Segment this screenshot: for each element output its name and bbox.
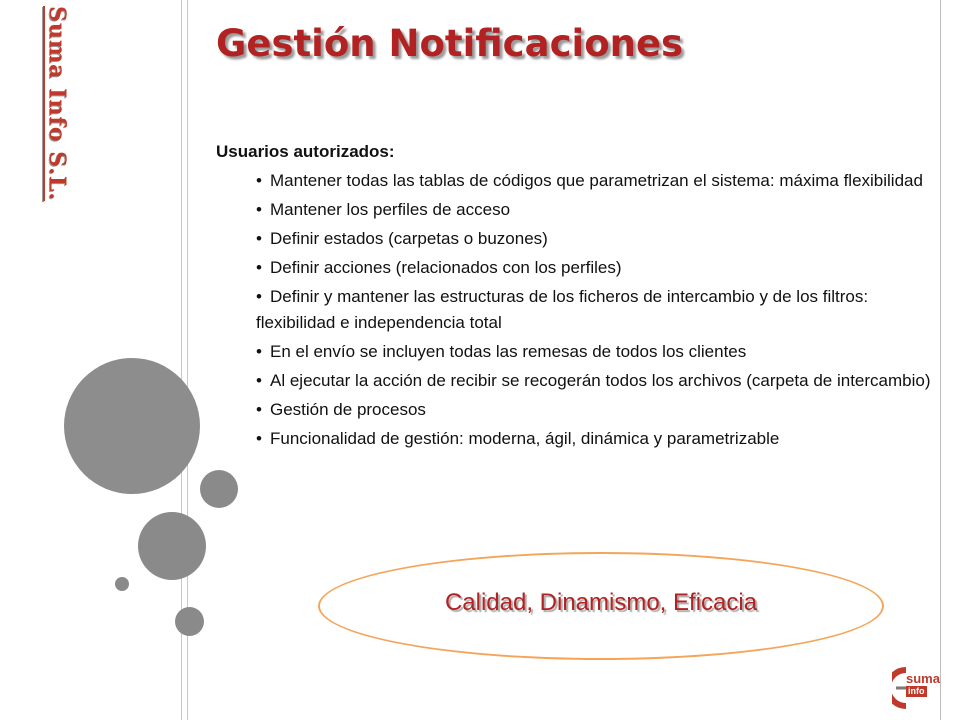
list-item-text: Definir estados (carpetas o buzones) [270,229,548,248]
list-item-text: Al ejecutar la acción de recibir se recogerán todos los archivos (carpeta de intercambio) [270,371,931,390]
list-item [256,197,936,223]
page-title: Gestión Notificaciones [216,22,684,65]
bullet-icon: • [256,371,262,390]
bullet-icon: • [256,342,262,361]
bullet-icon: • [256,200,262,219]
decorative-circle [200,470,238,508]
list-item [256,284,936,336]
section-heading: Usuarios autorizados: [216,142,395,161]
tagline-oval [318,552,884,660]
list-item-text: Mantener los perfiles de acceso [270,200,511,219]
list-item [256,397,936,423]
list-item-text: Definir y mantener las estructuras de los ficheros de intercambio y de los filtros: flexibilidad e independencia total [256,287,869,332]
list-item [256,368,936,394]
list-item-text: Definir acciones (relacionados con los perfiles) [270,258,622,277]
list-item [256,339,936,365]
list-item-text: Mantener todas las tablas de códigos que parametrizan el sistema: máxima flexibilidad [270,171,923,190]
list-item [256,168,936,194]
divider-line [940,0,941,720]
list-item-text: Funcionalidad de gestión: moderna, ágil, dinámica y parametrizable [270,429,780,448]
decorative-circle [175,607,204,636]
decorative-circle [138,512,206,580]
bullet-icon: • [256,258,262,277]
content-body [216,142,936,455]
bullet-icon: • [256,400,262,419]
list-item-text: En el envío se incluyen todas las remesas de todos los clientes [270,342,747,361]
logo-text: suma [906,671,940,686]
list-item-text: Gestión de procesos [270,400,426,419]
bullet-list [216,168,936,452]
bullet-icon: • [256,287,262,306]
company-logo [892,666,946,710]
list-item [256,255,936,281]
bullet-icon: • [256,171,262,190]
decorative-circle [64,358,200,494]
tagline-text: Calidad, Dinamismo, Eficacia [444,589,758,616]
decorative-circle [115,577,129,591]
bullet-icon: • [256,229,262,248]
logo-subtext: info [908,686,925,696]
bullet-icon: • [256,429,262,448]
list-item [256,226,936,252]
list-item [256,426,936,452]
brand-vertical-text: Suma Info S.L. [44,6,70,202]
